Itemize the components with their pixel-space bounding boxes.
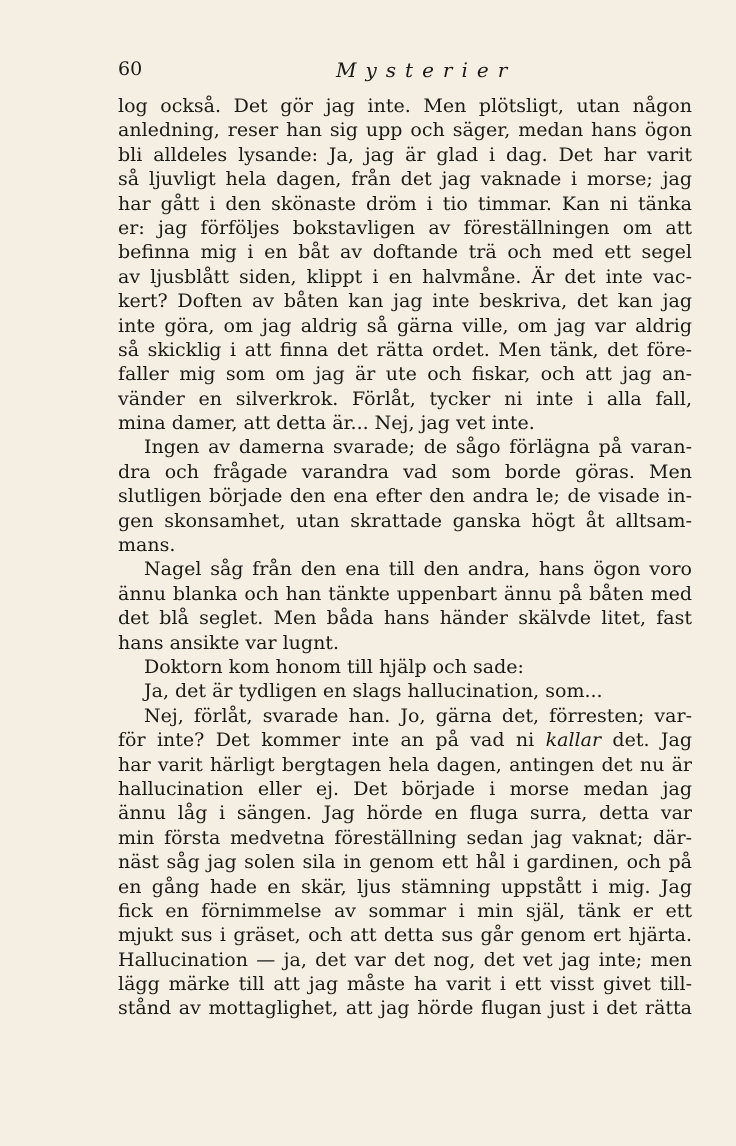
running-title: Mysterier: [336, 58, 517, 82]
text-line: Ingen av damerna svarade; de sågo förlägna på varan-: [144, 436, 692, 459]
text-line: gen skonsamhet, utan skrattade ganska högt åt alltsam-: [118, 509, 692, 532]
text-line: fick en förnimmelse av sommar i min själ, tänk er ett: [118, 899, 692, 922]
text-line: dra och frågade varandra vad som borde göras. Men: [118, 460, 692, 483]
text-line: mina damer, att detta är... Nej, jag vet inte.: [118, 412, 535, 435]
text-line: befinna mig i en båt av doftande trä och med ett segel: [118, 241, 692, 264]
text-line: Hallucination — ja, det var det nog, det vet jag inte; men: [118, 948, 692, 971]
text-line: log också. Det gör jag inte. Men plötsligt, utan någon: [118, 95, 692, 117]
text-line: mans.: [118, 534, 176, 557]
text-segment: det. Jag: [601, 729, 692, 752]
text-line: er: jag förföljes bokstavligen av föreställningen om att: [118, 216, 692, 239]
text-line: inte göra, om jag aldrig så gärna ville, om jag var aldrig: [118, 314, 692, 337]
body-text: [118, 94, 692, 1021]
page-number: 60: [118, 58, 143, 80]
text-line: har gått i den skönaste dröm i tio timmar. Kan ni tänka: [118, 192, 692, 215]
text-line: hallucination eller ej. Det började i morse medan jag: [118, 777, 692, 800]
text-line: Doktorn kom honom till hjälp och sade:: [144, 655, 524, 678]
text-line: anledning, reser han sig upp och säger, medan hans ögon: [118, 119, 692, 142]
text-line: en gång hade en skär, ljus stämning uppstått i mig. Jag: [118, 875, 692, 898]
text-line: Ja, det är tydligen en slags hallucination, som...: [144, 680, 603, 703]
text-line: har varit härligt bergtagen hela dagen, antingen det nu är: [118, 753, 692, 776]
text-line: slutligen började den ena efter den andra le; de visade in-: [118, 485, 692, 508]
text-segment: för inte? Det kommer inte an på vad ni: [118, 729, 535, 752]
text-line: det blå seglet. Men båda hans händer skälvde litet, fast: [118, 607, 692, 630]
text-line: Nagel såg från den ena till den andra, hans ögon voro: [144, 558, 692, 581]
text-line: så skicklig i att finna det rätta ordet. Men tänk, det före-: [118, 338, 692, 361]
text-line: näst såg jag solen sila in genom ett hål i gardinen, och på: [118, 851, 692, 874]
text-line: ännu blanka och han tänkte uppenbart ännu på båten med: [118, 582, 692, 605]
emphasized-word: kallar: [545, 729, 602, 752]
text-line: faller mig som om jag är ute och fiskar, och att jag an-: [118, 363, 692, 386]
text-line: Nej, förlåt, svarade han. Jo, gärna det, förresten; var-: [144, 704, 692, 727]
text-line: min första medvetna föreställning sedan jag vaknat; där-: [118, 826, 692, 849]
text-line: [118, 728, 692, 752]
text-line: kert? Doften av båten kan jag inte beskriva, det kan jag: [118, 290, 692, 313]
text-line: bli alldeles lysande: Ja, jag är glad i dag. Det har varit: [118, 143, 692, 166]
text-line: hans ansikte var lugnt.: [118, 631, 339, 654]
text-line: av ljusblått siden, klippt i en halvmåne. Är det inte vac-: [118, 265, 692, 288]
page-header: [118, 58, 692, 88]
text-line: vänder en silverkrok. Förlåt, tycker ni inte i alla fall,: [118, 387, 692, 410]
text-line: ännu låg i sängen. Jag hörde en fluga surra, detta var: [118, 802, 692, 825]
text-line: stånd av mottaglighet, att jag hörde flugan just i det rätta: [118, 997, 692, 1020]
text-line: lägg märke till att jag måste ha varit i ett visst givet till-: [118, 973, 692, 996]
text-line: så ljuvligt hela dagen, från det jag vaknade i morse; jag: [118, 168, 692, 191]
text-line: mjukt sus i gräset, och att detta sus går genom ert hjärta.: [118, 924, 692, 947]
